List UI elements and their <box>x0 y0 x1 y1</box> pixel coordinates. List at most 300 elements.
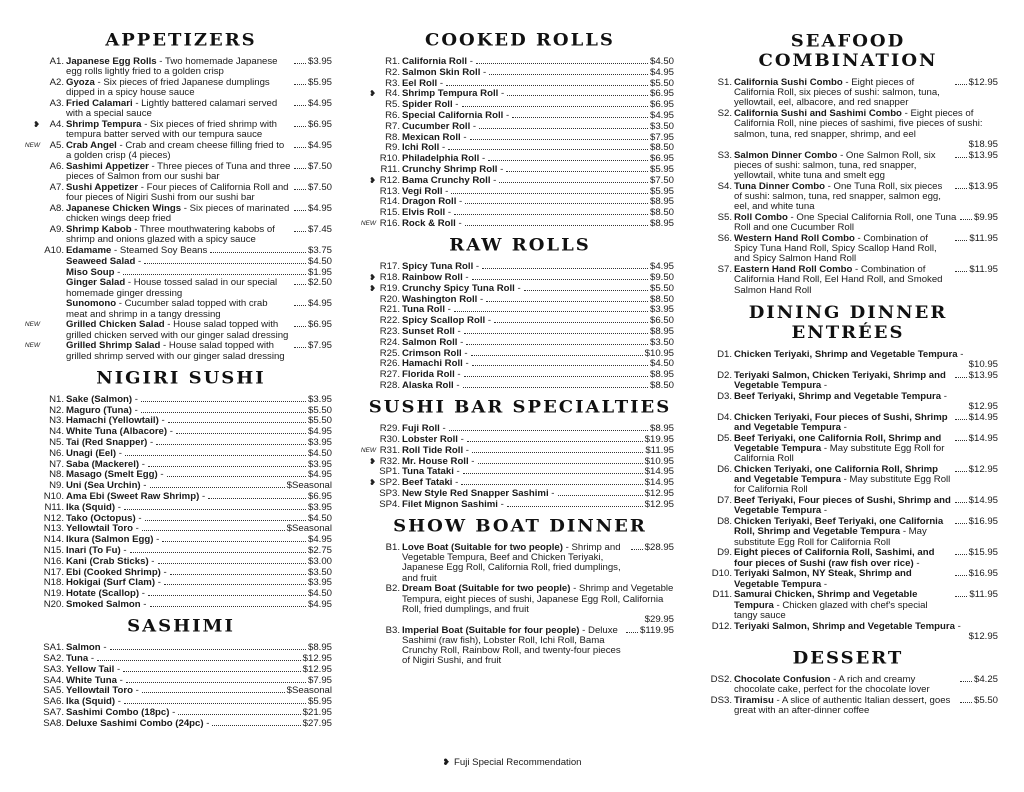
menu-item-list <box>30 643 332 729</box>
item-name: Beef Tataki <box>402 477 453 489</box>
item-price: $4.50 <box>649 56 674 67</box>
item-description: - <box>167 426 173 438</box>
item-code: R10. <box>379 153 400 165</box>
item-line <box>734 213 998 233</box>
menu-item <box>24 140 332 162</box>
item-code: R1. <box>385 56 400 67</box>
leader-dots <box>170 574 306 575</box>
item-price: $5.50 <box>973 695 998 707</box>
item-code: B1. <box>385 541 400 553</box>
menu-item <box>366 89 674 99</box>
item-code: D4. <box>717 411 732 423</box>
item-text <box>734 265 952 296</box>
menu-item <box>366 273 674 283</box>
item-price: $8.95 <box>649 369 674 381</box>
item-line <box>402 543 674 584</box>
item-description: - <box>462 271 469 283</box>
item-text <box>402 273 469 283</box>
leader-dots <box>463 387 648 388</box>
menu-item <box>30 600 332 610</box>
item-price: $3.00 <box>307 555 332 567</box>
item-name: Shrimp Kabob <box>66 224 132 235</box>
item-text <box>66 546 127 556</box>
leader-dots <box>164 584 306 585</box>
item-text <box>734 371 952 391</box>
menu-item <box>30 449 332 459</box>
item-text <box>66 643 107 653</box>
item-name: Rock & Roll <box>402 217 456 229</box>
item-price: $8.50 <box>649 379 674 391</box>
item-name: Kani (Crab Sticks) <box>66 555 149 567</box>
item-name: Spicy Scallop Roll <box>402 315 486 327</box>
item-price: $12.95 <box>302 652 332 664</box>
item-line <box>402 584 674 615</box>
menu-item <box>30 665 332 675</box>
menu-item <box>366 489 674 499</box>
item-name: Eight pieces of California Roll, Sashimi, and four pieces of Sushi (raw fish over rice) <box>734 547 935 569</box>
item-price: $4.95 <box>307 98 332 109</box>
item-name: Edamame <box>66 245 112 256</box>
item-text <box>66 141 291 161</box>
item-name: Fuji Roll <box>402 423 440 435</box>
menu-item <box>698 265 998 296</box>
item-price: $19.95 <box>644 433 674 445</box>
item-text <box>402 424 446 434</box>
item-description: - <box>120 544 127 556</box>
menu-item <box>366 133 674 143</box>
menu-section-nigiri-sushi <box>30 368 332 610</box>
item-line <box>734 413 998 433</box>
item-price: $1.95 <box>307 266 332 278</box>
item-line <box>734 182 998 213</box>
menu-item <box>30 225 332 245</box>
item-description: - <box>460 131 467 143</box>
item-price: $7.95 <box>307 340 332 352</box>
menu-item <box>366 154 674 164</box>
item-code: N20. <box>43 598 64 610</box>
leader-dots <box>955 523 967 524</box>
leader-dots <box>631 549 643 550</box>
item-price: $4.50 <box>307 447 332 459</box>
item-description: - <box>160 566 167 578</box>
item-name: Crunchy Spicy Tuna Roll <box>402 282 515 294</box>
item-price: $5.95 <box>649 185 674 197</box>
item-code: D1. <box>717 348 732 360</box>
item-text <box>66 719 209 729</box>
menu-item <box>30 78 332 98</box>
item-price: $14.95 <box>968 411 998 423</box>
item-name: Crab Angel <box>66 140 117 151</box>
item-price: $4.95 <box>649 66 674 78</box>
item-text <box>402 208 451 218</box>
item-price: $5.50 <box>649 282 674 294</box>
item-text <box>66 278 291 298</box>
item-description: - <box>147 436 154 448</box>
menu-item <box>366 68 674 78</box>
section-title: NIGIRI SUSHI <box>96 368 266 389</box>
leader-dots <box>476 63 648 64</box>
item-code: R19. <box>379 282 400 294</box>
item-description: - Cucumber salad topped with crab meat and shrimp in a tangy dressing <box>66 298 268 320</box>
item-description: - Eight pieces of California Roll, nine pieces of sashimi, five pieces of sushi: salmon, tuna, red snapper, shrimp, and eel <box>734 108 983 140</box>
item-code: R13. <box>379 185 400 197</box>
leader-dots <box>142 692 285 693</box>
item-text <box>66 697 121 707</box>
item-code: D7. <box>717 495 732 507</box>
item-text <box>66 268 120 278</box>
item-line <box>66 438 332 448</box>
item-line <box>734 371 998 391</box>
item-price: $13.95 <box>968 149 998 161</box>
item-name: Deluxe Sashimi Combo (24pc) <box>66 717 204 729</box>
menu-item <box>30 481 332 491</box>
leader-dots <box>467 441 643 442</box>
menu-item <box>698 151 998 182</box>
menu-item <box>30 557 332 567</box>
menu-item <box>366 435 674 445</box>
menu-item <box>360 444 674 456</box>
section-title: DINING DINNER ENTRÉES <box>748 302 948 343</box>
item-name: Masago (Smelt Egg) <box>66 469 158 481</box>
item-text <box>66 246 207 256</box>
item-description: - <box>155 577 161 589</box>
item-description: - House salad topped with grilled shrimp served with our ginger salad dressing <box>66 340 285 362</box>
item-text <box>402 489 555 499</box>
section-title: SEAFOOD COMBINATION <box>758 31 938 71</box>
fuji-recommendation-icon: ❥ <box>369 456 376 466</box>
menu-item <box>30 546 332 556</box>
item-name: Beef Teriyaki, Four pieces of Sushi, Shrimp and Vegetable Tempura <box>734 495 951 517</box>
item-price: $8.95 <box>649 325 674 337</box>
item-price: $3.75 <box>307 245 332 256</box>
item-description: - <box>913 557 920 569</box>
item-text <box>402 543 628 584</box>
item-line <box>66 589 332 599</box>
item-description: - <box>133 685 139 697</box>
item-description: - <box>116 674 123 686</box>
item-description: - <box>821 578 828 590</box>
item-text <box>402 79 443 89</box>
item-price: $12.95 <box>644 498 674 510</box>
item-text <box>66 503 121 513</box>
leader-dots <box>142 530 285 531</box>
item-code: SA6. <box>43 696 64 708</box>
item-line <box>734 151 998 182</box>
leader-dots <box>955 271 967 272</box>
item-code: A6. <box>49 161 64 172</box>
item-code: N4. <box>49 426 64 438</box>
leader-dots <box>294 126 306 127</box>
leader-dots <box>955 596 967 597</box>
menu-item <box>30 686 332 696</box>
leader-dots <box>150 606 306 607</box>
item-name: Bama Crunchy Roll <box>402 174 491 186</box>
leader-dots <box>130 552 306 553</box>
leader-dots <box>466 344 648 345</box>
item-code: S2. <box>717 108 732 120</box>
item-code: N1. <box>49 393 64 405</box>
item-line <box>734 622 998 632</box>
item-price: $3.50 <box>307 566 332 578</box>
item-code: R15. <box>379 207 400 219</box>
leader-dots <box>294 84 306 85</box>
item-line <box>402 349 674 359</box>
leader-dots <box>294 210 306 211</box>
item-description: - <box>158 415 165 427</box>
menu-item <box>366 338 674 348</box>
item-line <box>402 446 674 456</box>
item-text <box>402 68 486 78</box>
item-price: $7.95 <box>307 674 332 686</box>
leader-dots <box>162 541 306 542</box>
leader-dots <box>626 632 638 633</box>
item-description: - Three mouthwatering kabobs of shrimp and onions glazed with a spicy sauce <box>66 224 275 246</box>
item-price: $13.95 <box>968 180 998 192</box>
item-price: $28.95 <box>644 541 674 553</box>
item-price: $8.50 <box>649 293 674 305</box>
menu-item <box>698 696 998 716</box>
item-description: - One Special California Roll, one Tuna Roll and one Cucumber Roll <box>734 212 957 234</box>
item-text <box>66 57 291 77</box>
item-code: N8. <box>49 469 64 481</box>
item-description: - May substitute Egg Roll for California Roll <box>734 474 951 496</box>
item-text <box>402 327 461 337</box>
item-line <box>402 111 674 121</box>
item-code: R16. <box>379 217 400 229</box>
menu-item <box>30 676 332 686</box>
item-price: $4.50 <box>307 512 332 524</box>
menu-item <box>360 217 674 229</box>
leader-dots <box>472 365 648 366</box>
menu-item-list <box>360 56 674 229</box>
item-code: SA5. <box>43 685 64 697</box>
leader-dots <box>148 595 306 596</box>
item-code: SP1. <box>379 466 400 478</box>
menu-item <box>698 182 998 213</box>
menu-item <box>366 327 674 337</box>
item-name: Eastern Hand Roll Combo <box>734 264 853 276</box>
menu-item <box>30 524 332 534</box>
item-price: $11.95 <box>969 589 998 601</box>
item-line <box>402 359 674 369</box>
item-line <box>66 643 332 653</box>
fuji-recommendation-icon: ❥ <box>442 757 451 767</box>
menu-column-center <box>360 28 674 673</box>
item-line <box>402 197 674 207</box>
section-title: SUSHI BAR SPECIALTIES <box>368 397 672 418</box>
leader-dots <box>97 660 301 661</box>
item-description: - <box>457 433 464 445</box>
item-code: SA7. <box>43 706 64 718</box>
item-description: - <box>497 498 504 510</box>
item-line <box>402 176 674 186</box>
item-price: $11.95 <box>969 264 998 276</box>
menu-item <box>30 503 332 513</box>
item-line <box>402 327 674 337</box>
leader-dots <box>955 419 967 420</box>
item-name: Japanese Egg Rolls <box>66 56 157 67</box>
item-price: $16.95 <box>968 516 998 528</box>
item-price: $6.95 <box>307 119 332 130</box>
menu-section-dining-dinner-entr-es <box>698 302 998 642</box>
item-name: Roll Tide Roll <box>402 444 464 456</box>
item-text <box>66 665 120 675</box>
item-text <box>734 465 952 496</box>
leader-dots <box>167 476 306 477</box>
item-name: Washington Roll <box>402 293 478 305</box>
menu-item <box>698 569 998 589</box>
menu-item <box>30 183 332 203</box>
item-code: N3. <box>49 415 64 427</box>
item-price: $12.95 <box>968 464 998 476</box>
item-description: - Six pieces of marinated chicken wings deep fried <box>66 203 290 225</box>
leader-dots <box>960 681 972 682</box>
menu-item <box>30 708 332 718</box>
item-line <box>66 697 332 707</box>
leader-dots <box>463 473 643 474</box>
item-line <box>66 460 332 470</box>
item-price: $11.95 <box>645 444 674 456</box>
item-name: California Roll <box>402 56 468 67</box>
leader-dots <box>449 430 648 431</box>
item-line <box>66 676 332 686</box>
item-line <box>66 141 332 161</box>
item-price: $12.95 <box>968 630 998 642</box>
item-code: R20. <box>379 293 400 305</box>
item-text <box>402 165 503 175</box>
item-line <box>66 654 332 664</box>
leader-dots <box>955 157 967 158</box>
item-name: Sunset Roll <box>402 325 455 337</box>
item-price: $16.95 <box>968 568 998 580</box>
menu-item <box>30 204 332 224</box>
item-line <box>402 219 674 229</box>
item-code: A10. <box>44 245 64 256</box>
item-description: - <box>203 717 210 729</box>
item-name: Shrimp Tempura Roll <box>402 88 499 100</box>
item-description: - Shrimp and Vegetable Tempura, Beef and Chicken Teriyaki, Japanese Egg Roll, California Roll, fried dumplings, and fruit <box>402 541 621 584</box>
item-line <box>402 381 674 391</box>
item-text <box>402 197 462 207</box>
item-text <box>66 535 159 545</box>
item-price: $Seasonal <box>286 685 332 697</box>
item-name: Grilled Chicken Salad <box>66 319 165 331</box>
item-description: - <box>467 56 473 67</box>
item-text <box>66 183 291 203</box>
menu-section-show-boat-dinner <box>366 516 674 667</box>
item-text <box>402 284 521 294</box>
menu-item <box>698 675 998 695</box>
item-description: - <box>477 293 484 305</box>
item-line <box>66 514 332 524</box>
leader-dots <box>123 274 306 275</box>
item-price: $Seasonal <box>286 523 332 535</box>
leader-dots <box>462 106 648 107</box>
item-code: N10. <box>43 490 64 502</box>
item-price: $8.50 <box>649 207 674 219</box>
item-code: R23. <box>379 325 400 337</box>
menu-item <box>698 517 998 548</box>
item-description: - <box>548 487 555 499</box>
leader-dots <box>178 714 300 715</box>
item-description: - <box>437 77 444 89</box>
leader-dots <box>464 376 648 377</box>
item-name: California Sushi Combo <box>734 77 843 88</box>
item-text <box>402 219 462 229</box>
item-line <box>402 305 674 315</box>
item-name: Vegi Roll <box>402 185 443 197</box>
item-line <box>66 57 332 77</box>
item-price: $12.95 <box>302 663 332 675</box>
leader-dots <box>955 377 967 378</box>
item-name: Tiramisu <box>734 695 774 707</box>
item-code: R3. <box>385 77 400 89</box>
menu-item <box>698 213 998 233</box>
item-code: SA4. <box>43 674 64 686</box>
menu-section-sushi-bar-specialties <box>360 397 674 510</box>
item-code: SA3. <box>43 663 64 675</box>
item-description: - Lightly battered calamari served with a special sauce <box>66 98 278 120</box>
menu-item-list <box>698 78 998 296</box>
item-line <box>66 162 332 182</box>
item-line <box>66 600 332 610</box>
item-price: $6.95 <box>307 319 332 331</box>
fuji-recommendation-icon: ❥ <box>369 89 376 99</box>
item-code: S3. <box>717 149 732 161</box>
item-code: N9. <box>49 480 64 492</box>
item-name: Ama Ebi (Sweet Raw Shrimp) <box>66 490 200 502</box>
item-line <box>66 557 332 567</box>
leader-dots <box>479 128 648 129</box>
menu-section-seafood-combination <box>698 30 998 296</box>
item-text <box>402 133 467 143</box>
leader-dots <box>294 63 306 64</box>
leader-dots <box>451 193 648 194</box>
item-text <box>66 708 175 718</box>
item-line <box>734 109 998 140</box>
item-description: - <box>140 480 147 492</box>
item-line <box>66 78 332 98</box>
item-name: White Tuna (Albacore) <box>66 426 168 438</box>
item-text <box>66 460 145 470</box>
item-text <box>734 392 947 402</box>
item-line <box>402 122 674 132</box>
item-code: R11. <box>380 163 400 175</box>
item-code: D11. <box>712 589 732 601</box>
menu-item <box>366 305 674 315</box>
item-code: A2. <box>49 77 64 88</box>
item-text <box>402 122 476 132</box>
menu-item <box>30 299 332 319</box>
menu-item <box>366 165 674 175</box>
item-description: - Four pieces of California Roll and four pieces of Nigiri Sushi from our sushi bar <box>66 182 289 204</box>
menu-item <box>366 381 674 391</box>
item-name: Chicken Teriyaki, Shrimp and Vegetable Tempura <box>734 348 958 360</box>
leader-dots <box>524 290 648 291</box>
item-name: Gyoza <box>66 77 95 88</box>
item-price: $2.75 <box>307 544 332 556</box>
item-code: N19. <box>43 588 64 600</box>
item-name: Tako (Octopus) <box>66 512 136 524</box>
item-description: - Combination of California Hand Roll, Eel Hand Roll, and Smoked Salmon Hand Roll <box>734 264 943 296</box>
item-code: D8. <box>717 516 732 528</box>
item-text <box>66 470 164 480</box>
leader-dots <box>494 322 648 323</box>
leader-dots <box>478 463 643 464</box>
item-line <box>402 295 674 305</box>
menu-item-list <box>698 675 998 716</box>
item-name: Chocolate Confusion <box>734 674 831 686</box>
